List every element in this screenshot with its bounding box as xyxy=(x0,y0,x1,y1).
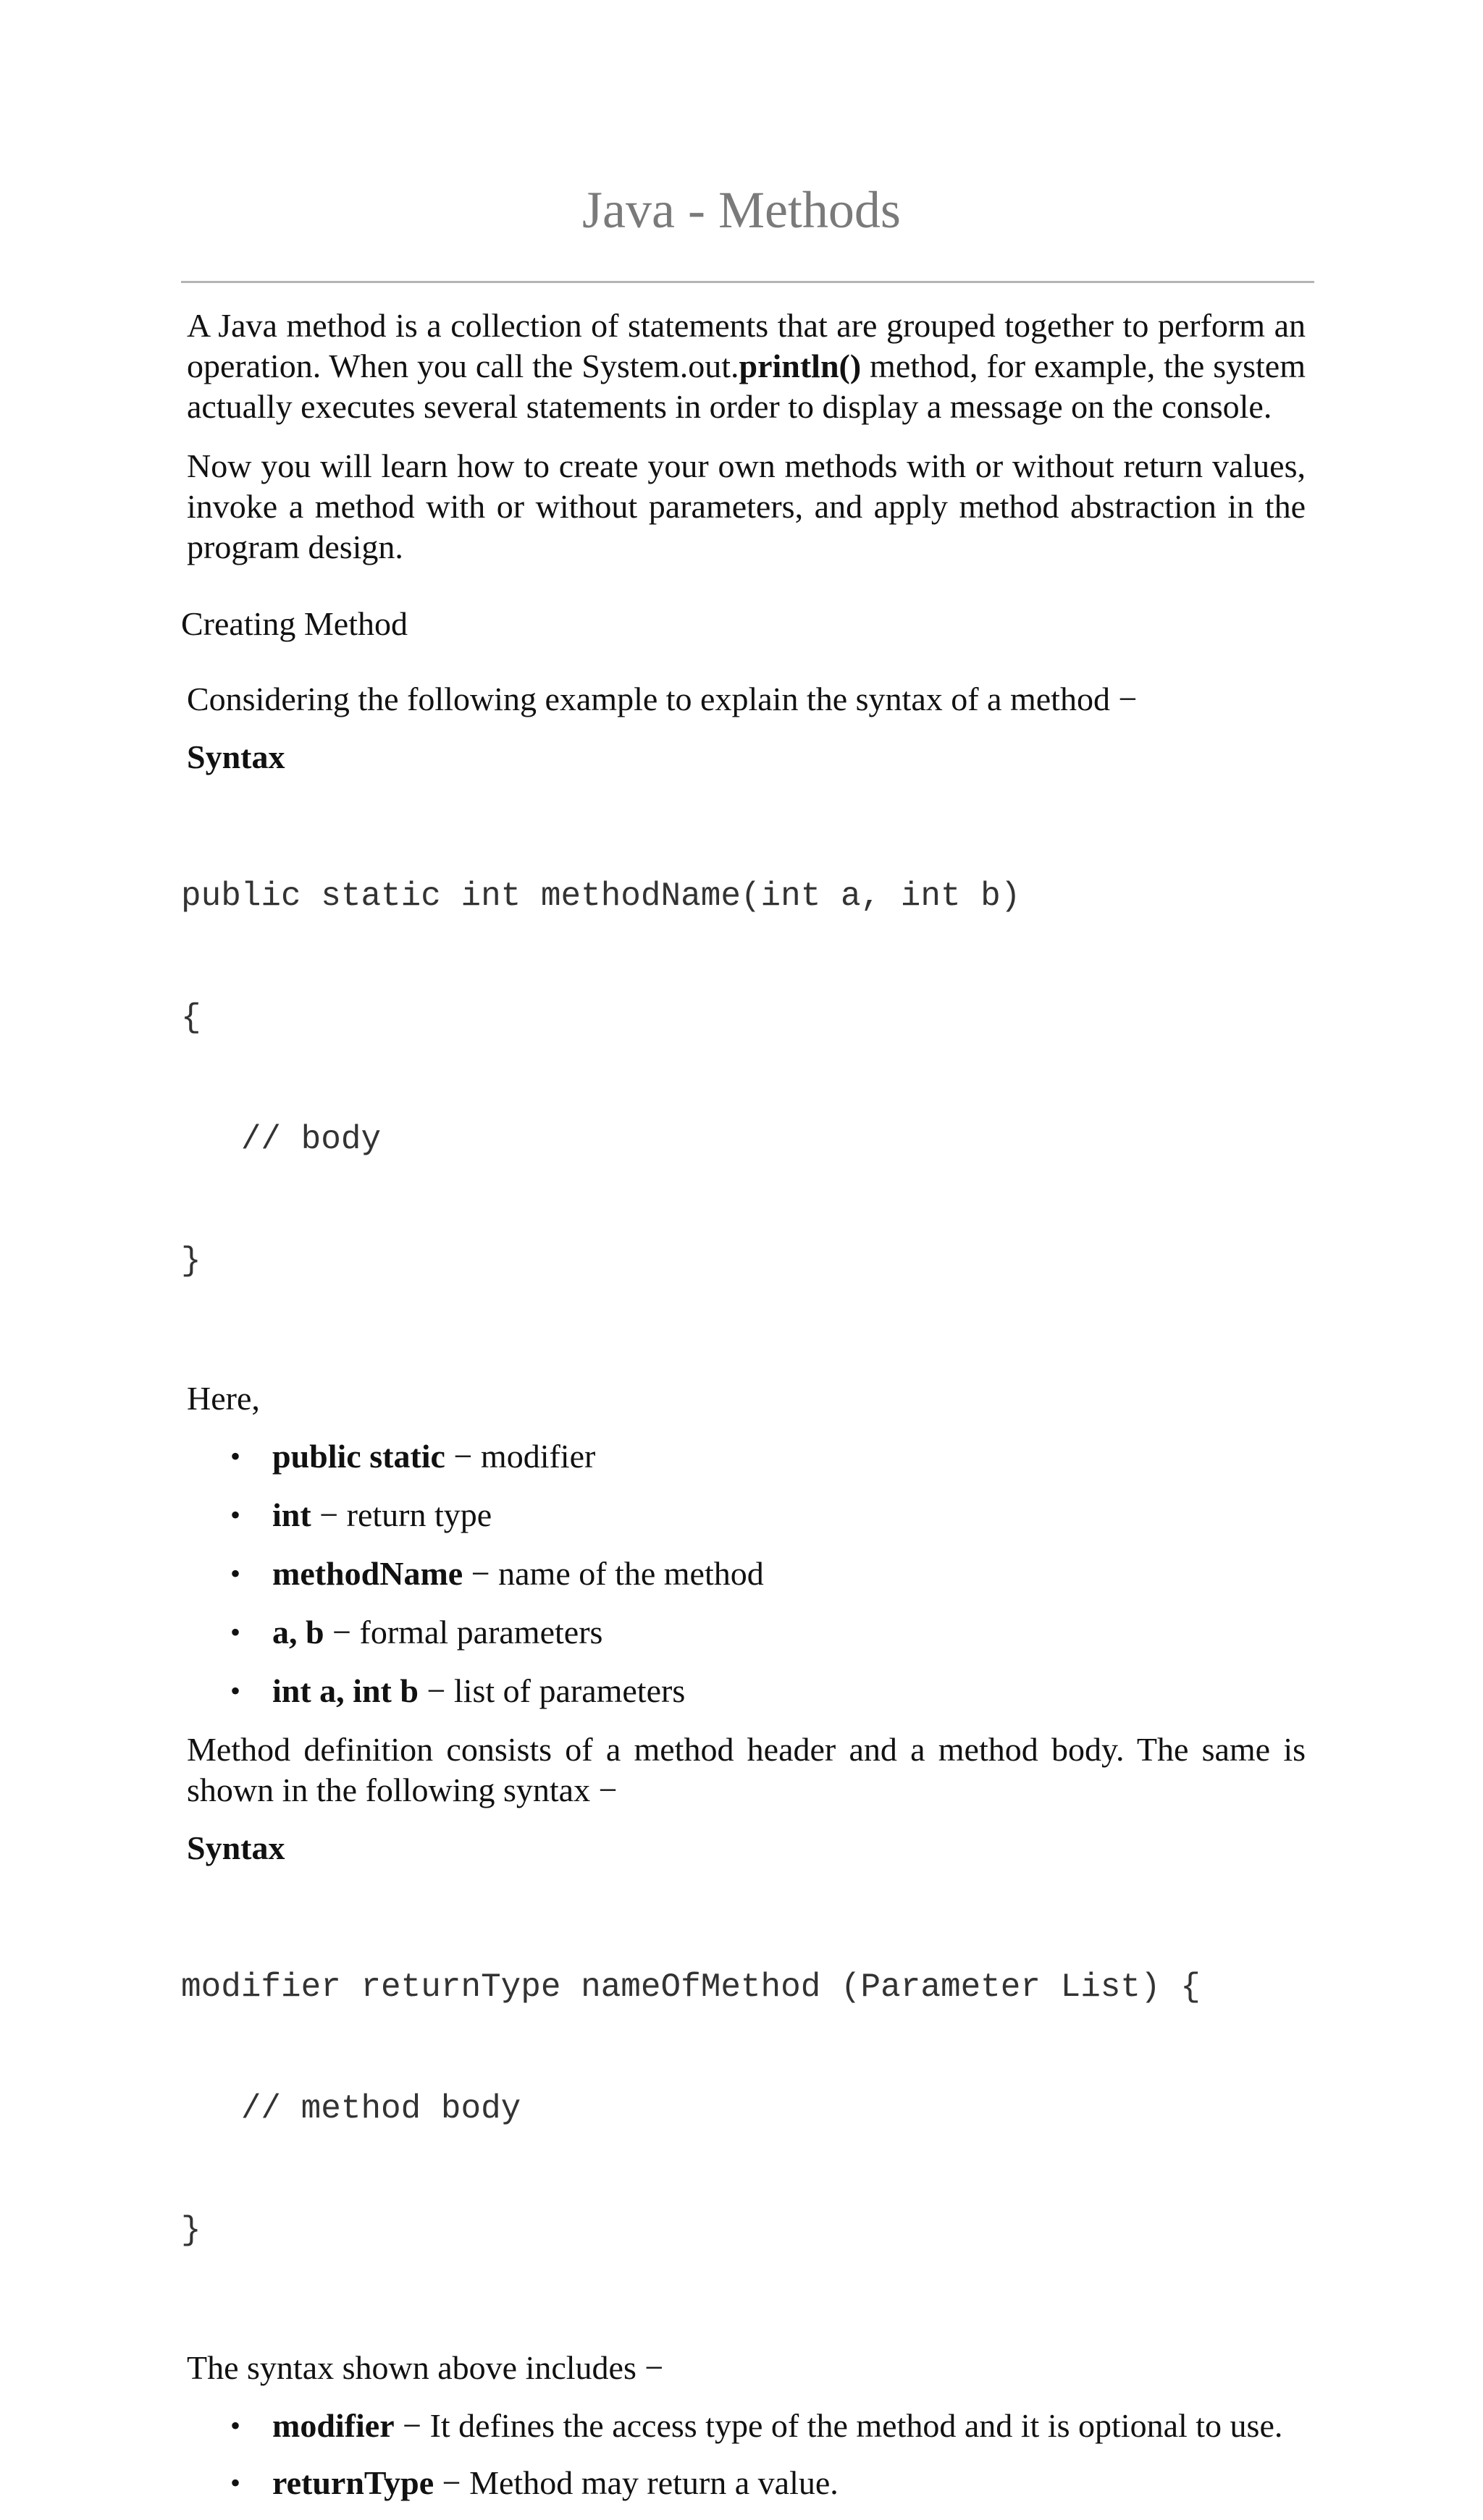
list-item-desc: − modifier xyxy=(445,1438,596,1475)
code-line: public static int methodName(int a, int b) xyxy=(181,877,1021,915)
bullet-icon: • xyxy=(230,1557,241,1590)
list-item-desc: − name of the method xyxy=(463,1555,764,1592)
code-line: { xyxy=(181,999,201,1037)
intro-paragraph-2: Now you will learn how to create your own methods with or without return values, invoke a method with or without parameters, and apply method abstraction in the program design. xyxy=(187,447,1306,565)
list-item-term: methodName xyxy=(272,1555,463,1592)
code-line: } xyxy=(181,1242,201,1280)
code-line: } xyxy=(181,2212,201,2249)
code-block-2 xyxy=(181,1886,1306,2332)
list-item-term: a, b xyxy=(272,1614,324,1651)
bullet-icon: • xyxy=(230,1616,241,1648)
bullet-icon: • xyxy=(230,2409,241,2442)
list-item xyxy=(187,1495,1306,1535)
intro-p1-text-start: A Java method is a collection of statements that are grouped together to perform an operation. When you call the System.out. xyxy=(187,307,1306,384)
bullet-icon: • xyxy=(230,2466,241,2499)
list-item xyxy=(187,1554,1306,1594)
list-item-term: modifier xyxy=(272,2407,395,2444)
includes-text: The syntax shown above includes − xyxy=(187,2349,664,2386)
code-line: modifier returnType nameOfMethod (Parameter List) { xyxy=(181,1968,1201,2006)
list-item xyxy=(187,2463,1306,2503)
section-heading-creating-method: Creating Method xyxy=(181,605,408,642)
println-keyword: println() xyxy=(739,347,862,384)
title-divider xyxy=(181,281,1314,283)
page-title: Java - Methods xyxy=(582,181,901,239)
intro-p1-text-end: method, for example, the system actually executes several statements in order to display a message on the console. xyxy=(187,347,1306,425)
method-definition-text: Method definition consists of a method header and a method body. The same is shown in the following syntax − xyxy=(187,1731,1306,1808)
bullet-icon: • xyxy=(230,1674,241,1707)
bullet-icon: • xyxy=(230,1499,241,1531)
code-line: // body xyxy=(181,1121,382,1158)
bullet-icon: • xyxy=(230,1440,241,1472)
code-block-1 xyxy=(181,795,1306,1362)
list-item-desc: − list of parameters xyxy=(418,1672,686,1709)
method-parts-list xyxy=(187,1436,1306,1711)
intro-paragraph-1 xyxy=(187,305,1306,427)
syntax-label-2: Syntax xyxy=(187,1829,285,1866)
considering-text: Considering the following example to explain the syntax of a method − xyxy=(187,680,1138,717)
syntax-parts-list xyxy=(187,2406,1306,2503)
syntax-label-1: Syntax xyxy=(187,738,285,775)
list-item xyxy=(187,2406,1306,2446)
here-text: Here, xyxy=(187,1380,260,1417)
list-item-desc: − Method may return a value. xyxy=(434,2464,839,2501)
list-item-desc: − return type xyxy=(311,1496,492,1533)
list-item-term: int xyxy=(272,1496,311,1533)
list-item-term: public static xyxy=(272,1438,445,1475)
list-item-desc: − formal parameters xyxy=(324,1614,603,1651)
list-item xyxy=(187,1671,1306,1711)
document-body xyxy=(181,305,1306,2520)
list-item-term: returnType xyxy=(272,2464,434,2501)
list-item-term: int a, int b xyxy=(272,1672,419,1709)
list-item xyxy=(187,1436,1306,1477)
list-item-desc: − It defines the access type of the method and it is optional to use. xyxy=(394,2407,1283,2444)
code-line: // method body xyxy=(181,2090,521,2128)
list-item xyxy=(187,1612,1306,1653)
